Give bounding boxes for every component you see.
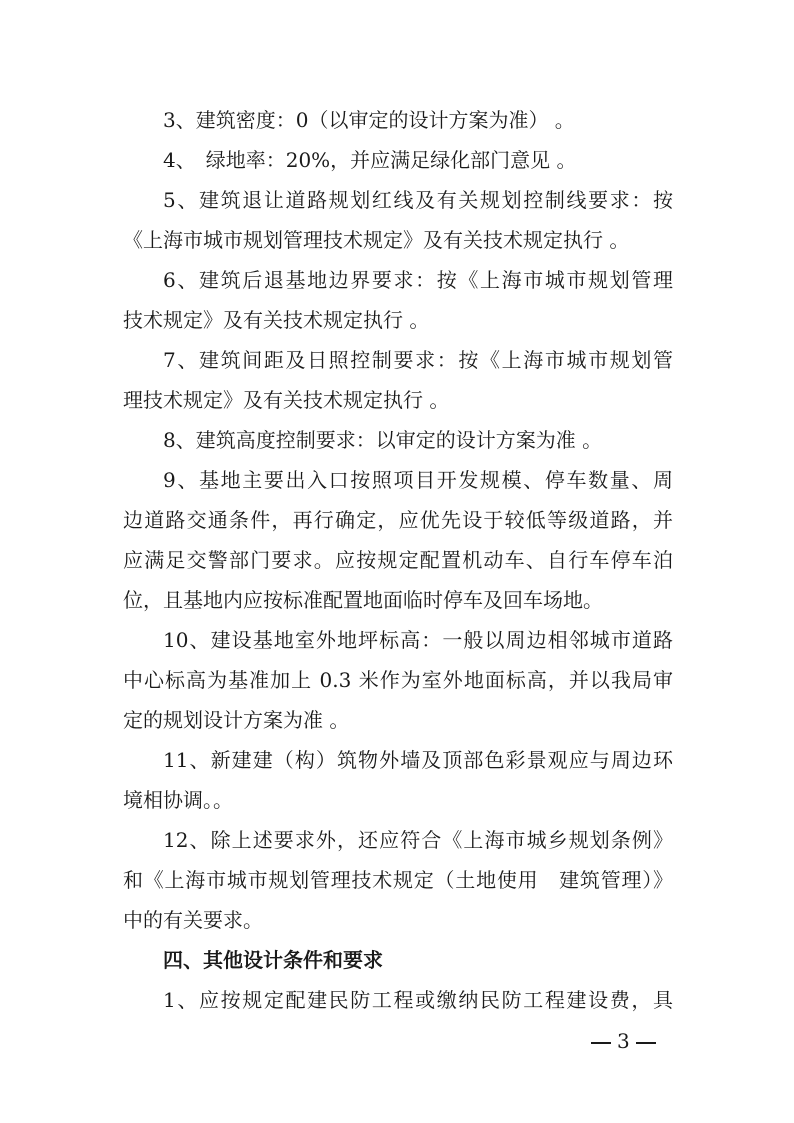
page-number [585, 1027, 662, 1055]
dash-right [636, 1042, 656, 1044]
text-line: 5、建筑退让道路规划红线及有关规划控制线要求：按 [163, 188, 673, 212]
text-line: 9、基地主要出入口按照项目开发规模、停车数量、周 [163, 468, 673, 492]
dash-left [591, 1042, 611, 1044]
text-line: 4、 绿地率：20%，并应满足绿化部门意见 。 [163, 148, 577, 172]
text-line: 境相协调。。 [123, 788, 233, 812]
text-line: 1、应按规定配建民防工程或缴纳民防工程建设费，具 [163, 988, 673, 1012]
text-line: 位，且基地内应按标准配置地面临时停车及回车场地。 [123, 588, 603, 612]
text-line: 8、建筑高度控制要求：以审定的设计方案为准 。 [163, 428, 603, 452]
section-heading: 四、其他设计条件和要求 [163, 948, 383, 972]
text-line: 10、建设基地室外地坪标高：一般以周边相邻城市道路 [163, 628, 673, 652]
text-line: 《上海市城市规划管理技术规定》及有关技术规定执行 。 [123, 228, 630, 252]
text-line: 中的有关要求。 [123, 908, 263, 932]
text-line: 定的规划设计方案为准 。 [123, 708, 350, 732]
text-line: 应满足交警部门要求。应按规定配置机动车、自行车停车泊 [123, 548, 673, 572]
text-line: 边道路交通条件，再行确定，应优先设于较低等级道路，并 [123, 508, 673, 532]
text-line: 技术规定》及有关技术规定执行 。 [123, 308, 430, 332]
text-line: 理技术规定》及有关技术规定执行 。 [123, 388, 450, 412]
text-line: 和《上海市城市规划管理技术规定（土地使用 建筑管理）》 [123, 868, 673, 892]
text-line: 中心标高为基准加上 0.3 米作为室外地面标高，并以我局审 [123, 668, 673, 692]
text-line: 11、新建建（构）筑物外墙及顶部色彩景观应与周边环 [163, 748, 673, 772]
text-line: 3、建筑密度：0（以审定的设计方案为准） 。 [163, 108, 575, 132]
text-line: 12、除上述要求外，还应符合《上海市城乡规划条例》 [163, 828, 673, 852]
text-line: 6、建筑后退基地边界要求：按《上海市城市规划管理 [163, 268, 673, 292]
page-number-value: 3 [617, 1029, 630, 1053]
text-line: 7、建筑间距及日照控制要求：按《上海市城市规划管 [163, 348, 673, 372]
